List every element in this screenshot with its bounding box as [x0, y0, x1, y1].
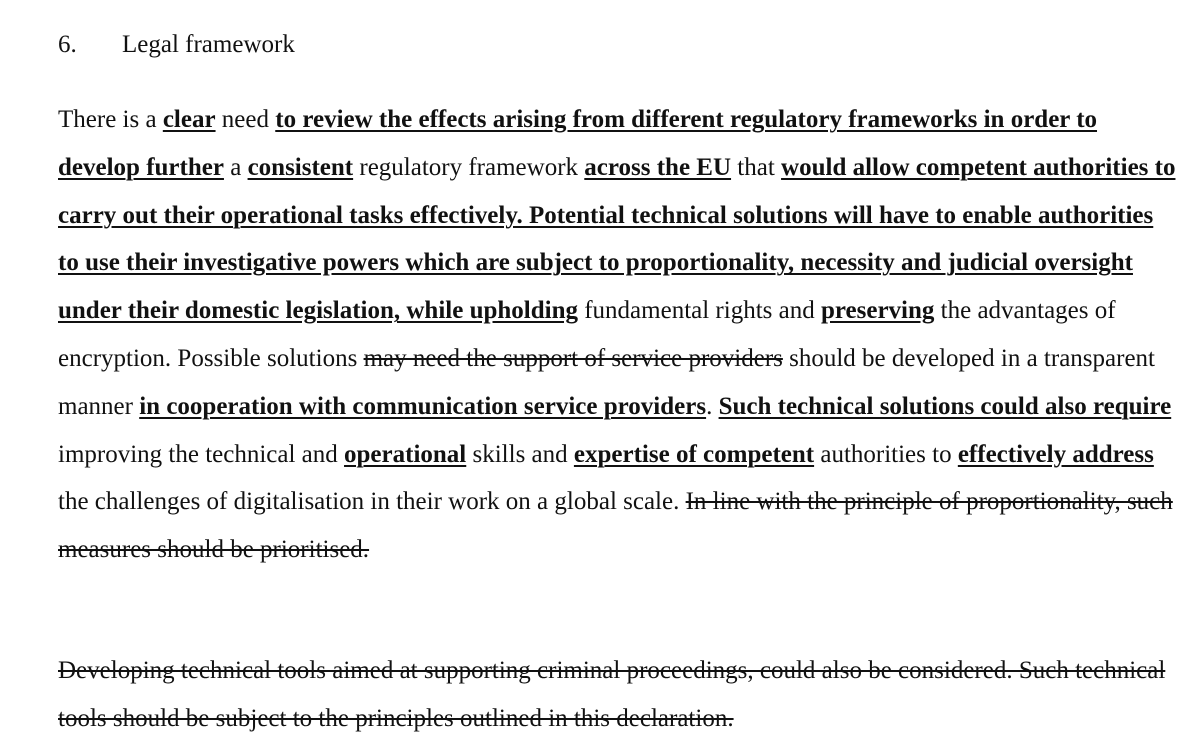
text-inserted: across the EU [584, 153, 732, 181]
text-plain: need [215, 106, 276, 133]
text-inserted: to review the effects arising from different regulatory frameworks in order to develop further [58, 106, 1098, 181]
text-plain: should be developed in a transparent manner [58, 344, 1155, 420]
section-title: Legal framework [122, 31, 295, 58]
text-plain: the advantages of encryption. Possible solutions [58, 297, 1116, 372]
text-plain: There is a [58, 106, 163, 133]
text-inserted: expertise of competent [573, 440, 815, 468]
text-deleted: may need the support of service providers [363, 344, 783, 372]
text-inserted: would allow competent authorities to carry out their operational tasks effectively. Potential technical solutions will have to enable authorities to use their investigative powers which are subject to proportionality, necessity and judicial oversight under their domestic legislation, while upholding [58, 153, 1176, 325]
paragraph-technical-tools [58, 647, 1178, 743]
text-plain: regulatory framework [353, 153, 585, 181]
text-inserted: in cooperation with communication service providers [139, 392, 707, 420]
section-heading [58, 28, 295, 62]
text-plain: improving the technical and [58, 440, 345, 468]
section-number: 6. [58, 31, 77, 58]
paragraph-legal-framework [58, 96, 1178, 574]
text-deleted: In line with the principle of proportionality, such measures should be prioritised. [58, 488, 1173, 564]
text-deleted: Developing technical tools aimed at supporting criminal proceedings, could also be considered. Such technical tools should be subject to the principles outlined in this declaration. [58, 657, 1166, 732]
text-plain: . [706, 392, 719, 420]
text-plain: fundamental rights and [577, 297, 821, 325]
text-plain: authorities to [814, 440, 958, 468]
text-plain: the challenges of digitalisation in their work on a global scale. [58, 488, 686, 516]
text-plain: skills and [466, 440, 574, 468]
text-inserted: clear [162, 106, 216, 133]
text-inserted: Such technical solutions could also require [718, 392, 1172, 420]
text-inserted: preserving [820, 297, 935, 325]
text-inserted: operational [344, 440, 467, 468]
text-inserted: consistent [247, 153, 354, 181]
text-plain: that [731, 153, 782, 181]
text-plain: a [223, 153, 248, 181]
text-inserted: effectively address [957, 440, 1154, 468]
